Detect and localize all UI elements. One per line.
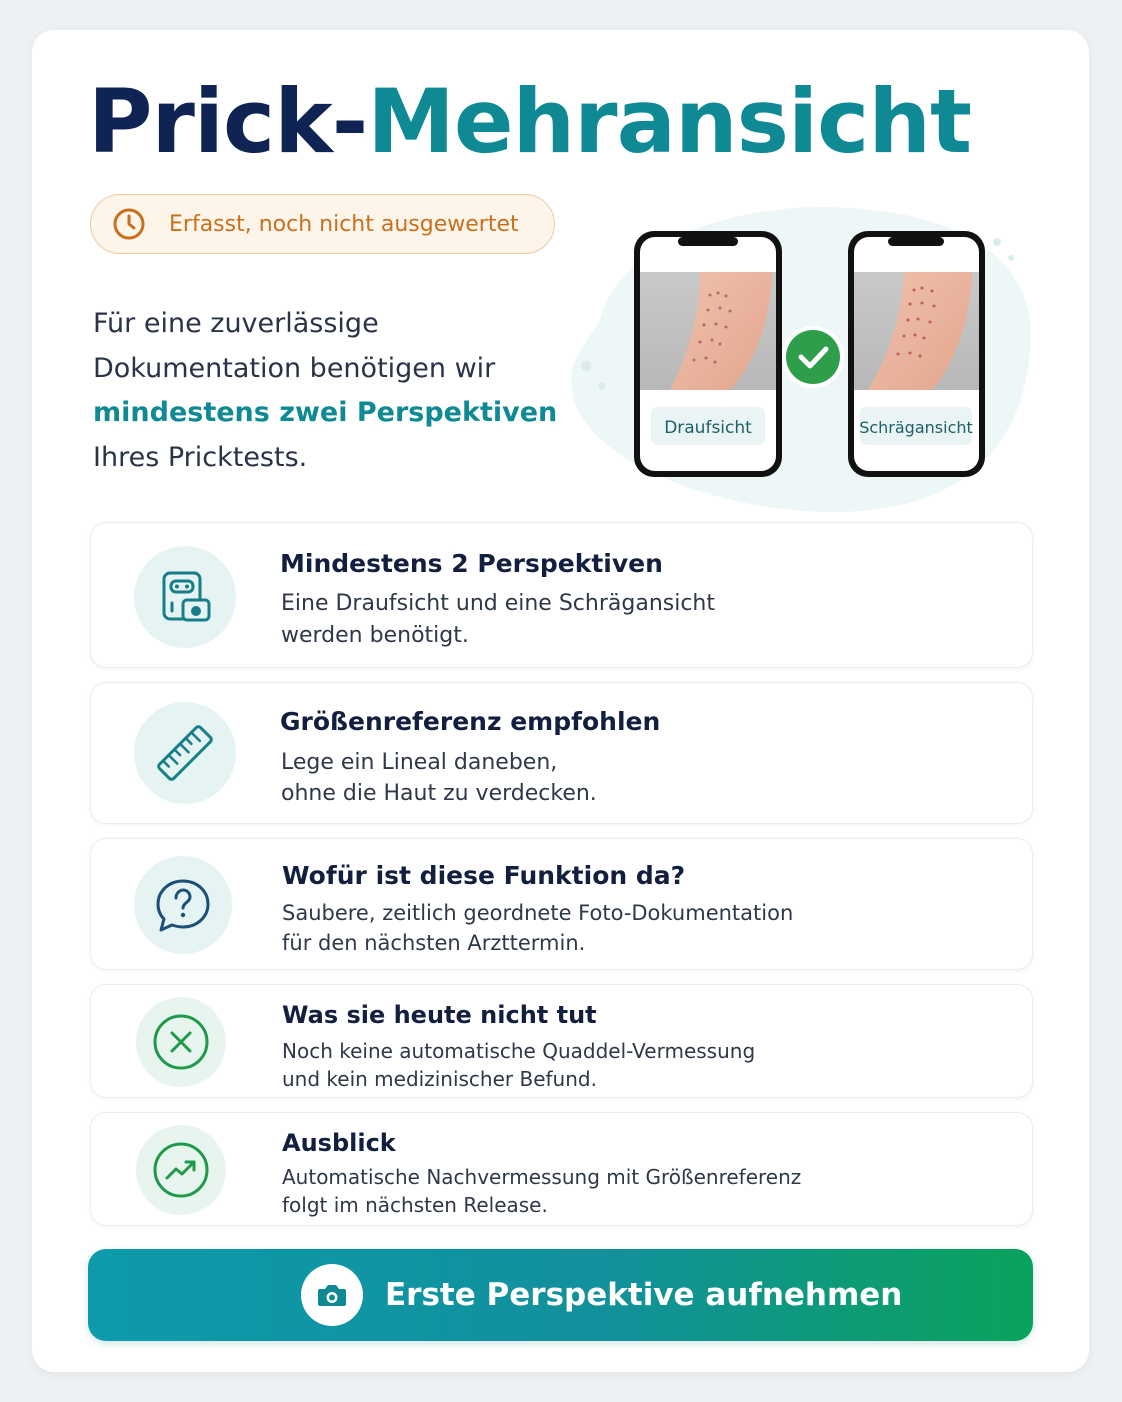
info-item-perspectives [90,522,1033,668]
item-title: Größenreferenz empfohlen [280,707,661,736]
intro-highlight: mindestens zwei Perspektiven [93,397,558,428]
item-desc-line-2: folgt im nächsten Release. [282,1193,548,1217]
ruler-icon [134,702,236,804]
item-desc-line-2: ohne die Haut zu verdecken. [281,781,597,806]
info-item-outlook [90,1112,1033,1226]
camera-icon [301,1264,363,1326]
phone1-label: Draufsicht [664,418,752,438]
item-desc-line-2: werden benötigt. [281,623,469,648]
capture-first-perspective-button[interactable] [88,1249,1033,1341]
intro-line-4: Ihres Pricktests. [93,441,308,473]
intro-line-2: Dokumentation benötigen wir [93,352,496,384]
trend-up-icon [136,1125,226,1215]
camera-views-icon [134,546,236,648]
item-title: Ausblick [282,1129,396,1157]
question-bubble-icon [134,856,232,954]
cta-label: Erste Perspektive aufnehmen [385,1277,903,1313]
x-circle-icon [136,997,226,1087]
status-label: Erfasst, noch nicht ausgewertet [169,211,519,237]
status-badge [90,194,555,254]
phone2-label: Schrägansicht [859,418,973,437]
item-title: Wofür ist diese Funktion da? [282,861,686,890]
item-desc-line-1: Saubere, zeitlich geordnete Foto-Dokumentation [282,901,794,925]
intro-line-1: Für eine zuverlässige [93,308,379,339]
title-part-1: Prick- [88,70,368,173]
info-item-limitations [90,984,1033,1098]
phone-schraegansicht [848,231,985,477]
item-desc-line-2: und kein medizinischer Befund. [282,1067,597,1091]
intro-text [93,302,563,480]
page-title [88,70,972,173]
info-item-size-reference [90,682,1033,824]
item-desc-line-1: Automatische Nachvermessung mit Größenreferenz [282,1165,802,1189]
check-icon [782,326,844,388]
title-part-2: Mehransicht [367,70,972,173]
item-desc-line-1: Eine Draufsicht und eine Schrägansicht [281,591,715,616]
clock-icon [111,206,147,242]
item-title: Mindestens 2 Perspektiven [280,549,663,578]
info-item-purpose [90,838,1033,970]
phones-illustration [560,200,1080,520]
item-desc-line-1: Lege ein Lineal daneben, [281,750,558,775]
item-title: Was sie heute nicht tut [282,1001,597,1029]
item-desc-line-1: Noch keine automatische Quaddel-Vermessung [282,1039,756,1063]
phone-draufsicht [634,231,782,477]
item-desc-line-2: für den nächsten Arzttermin. [282,931,586,955]
